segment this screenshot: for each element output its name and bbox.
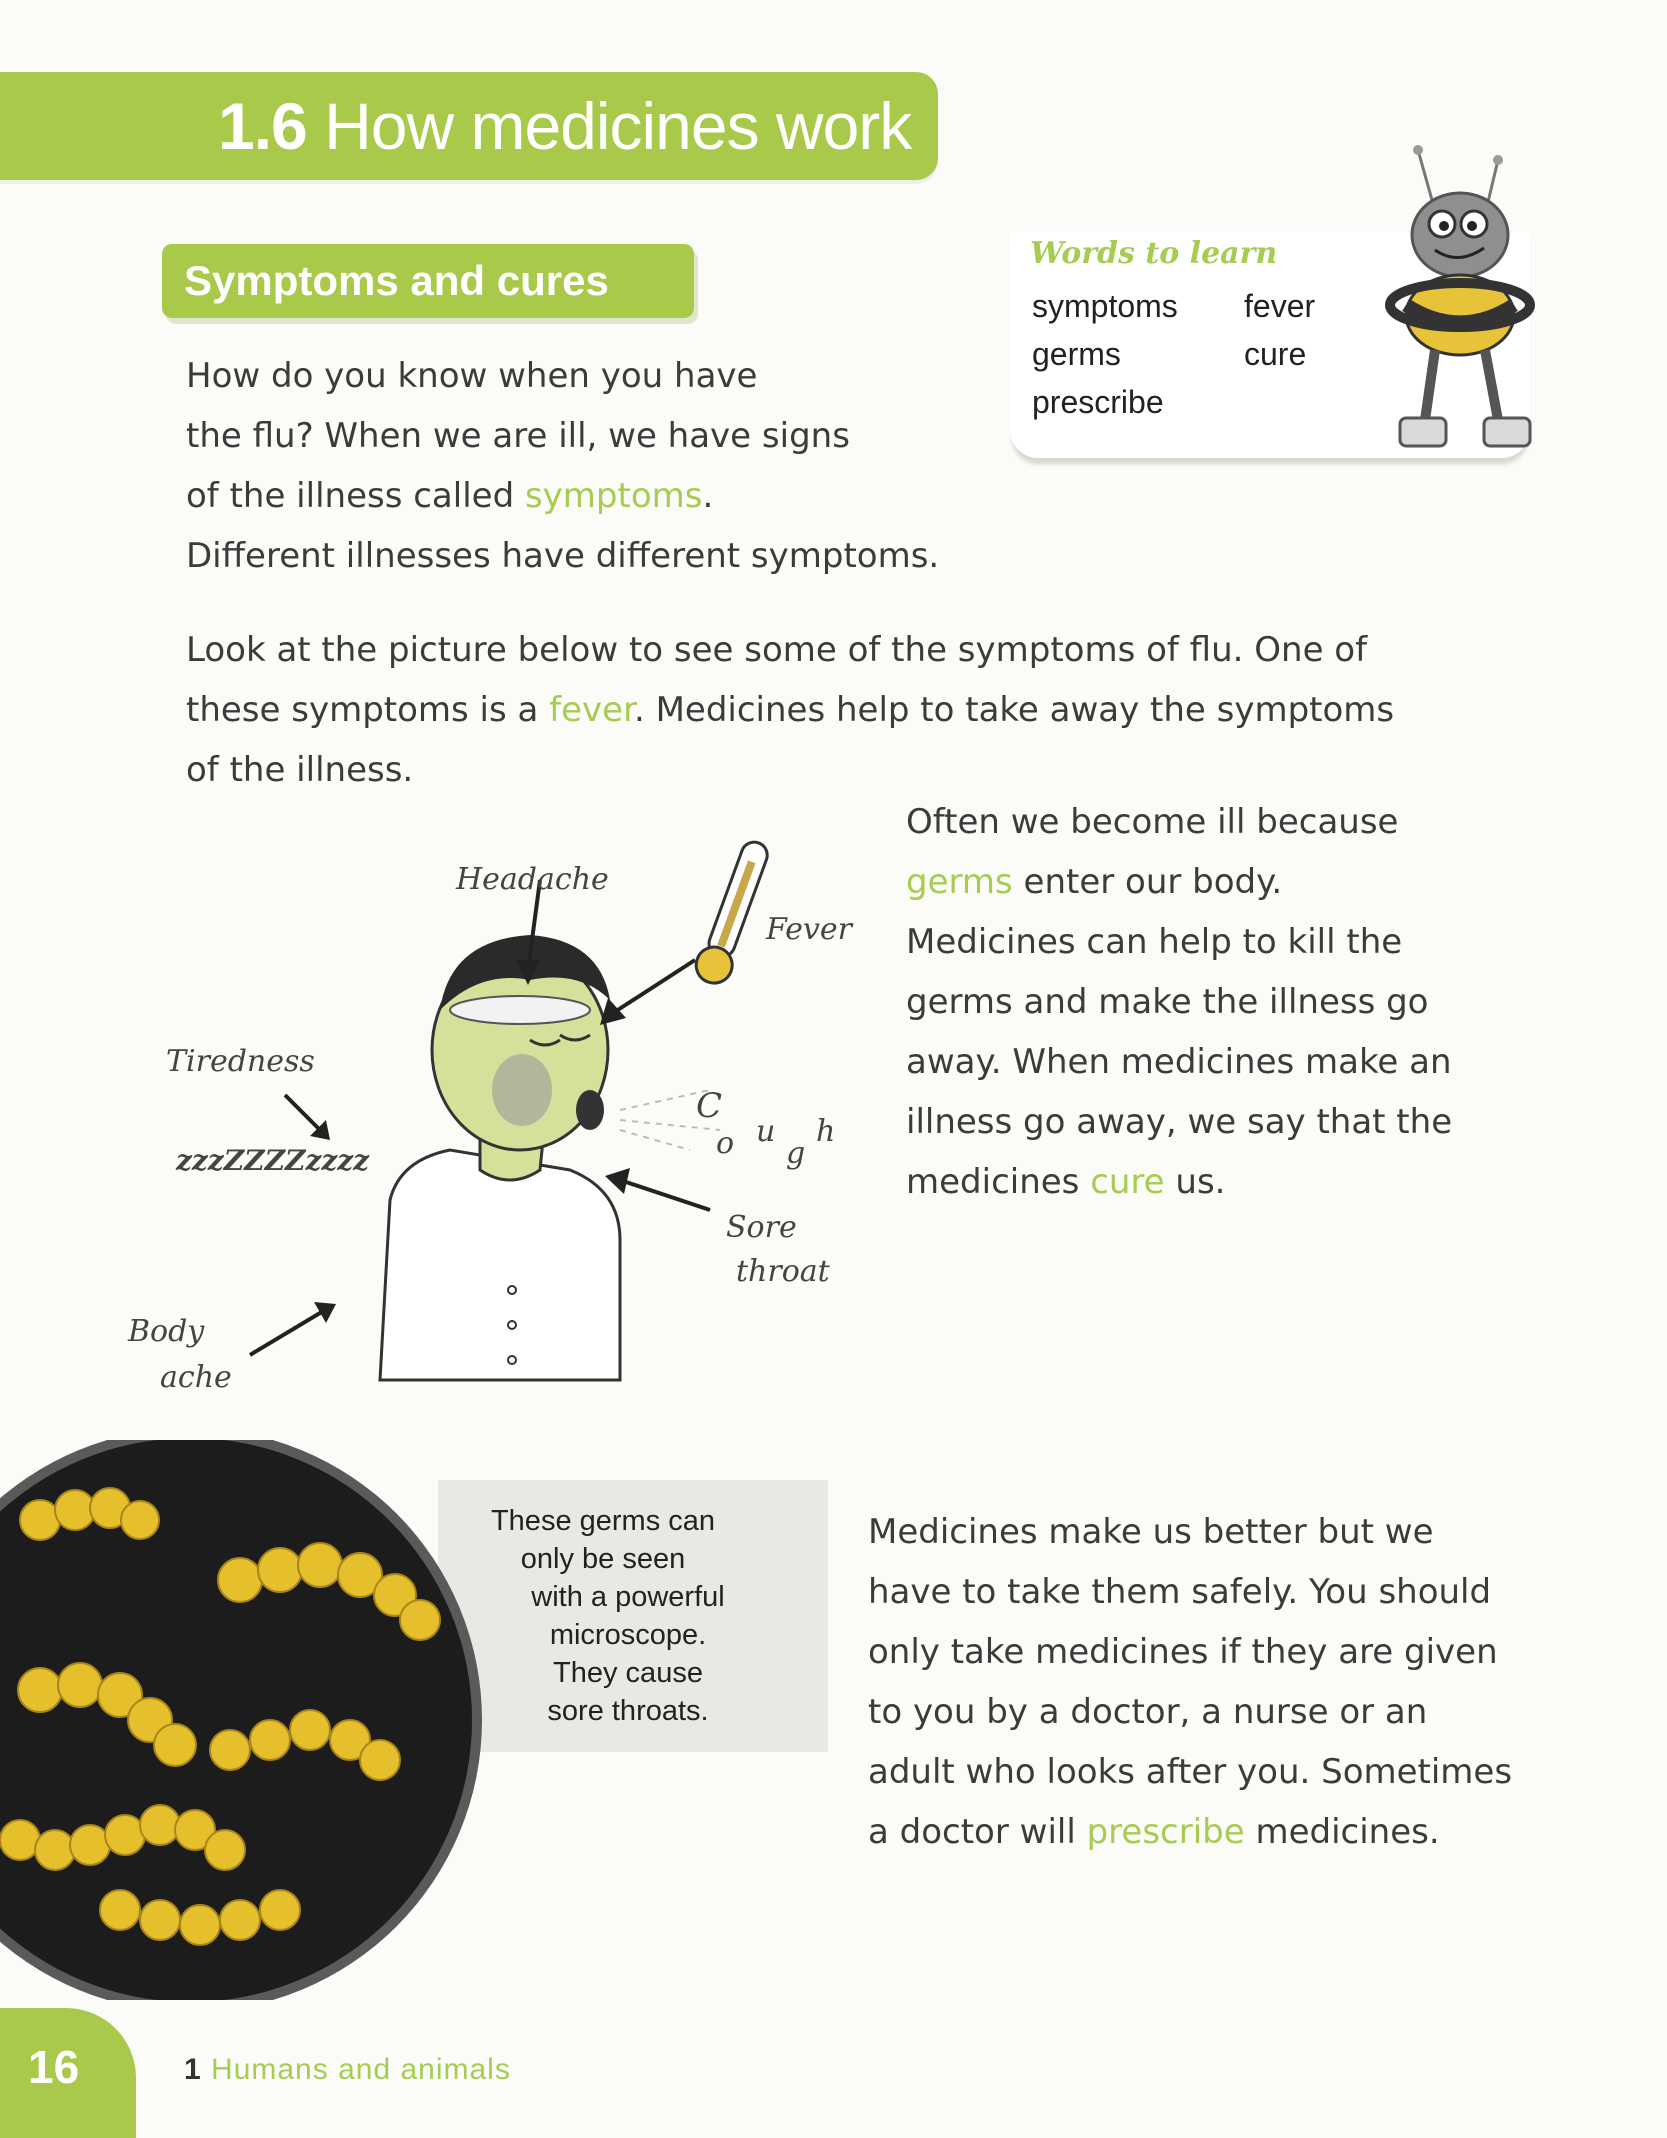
- caption-line: only be seen: [520, 1543, 686, 1575]
- safety-line: a doctor will prescribe medicines.: [868, 1812, 1440, 1852]
- robot-mascot-icon: [1380, 140, 1560, 480]
- title-banner: [0, 72, 938, 180]
- word-item: germs: [1032, 336, 1121, 372]
- look-line: Look at the picture below to see some of the symptoms of flu. One of: [186, 630, 1368, 670]
- keyword-cure: cure: [1090, 1162, 1165, 1202]
- label-ache: ache: [160, 1360, 232, 1395]
- intro-line: of the illness called symptoms.: [186, 476, 714, 516]
- look-line: of the illness.: [186, 750, 414, 790]
- look-paragraph: [186, 620, 1394, 800]
- caption-line: They cause: [553, 1657, 703, 1689]
- word-item: fever: [1244, 288, 1316, 324]
- look-line: these symptoms is a fever. Medicines help to take away the symptoms: [186, 690, 1395, 730]
- chapter-number: 1: [184, 2053, 202, 2086]
- germs-line: medicines cure us.: [906, 1162, 1226, 1202]
- safety-paragraph: [868, 1502, 1512, 1862]
- label-tiredness: Tiredness: [166, 1044, 315, 1079]
- label-cough-u: u: [756, 1114, 776, 1149]
- word-item: prescribe: [1032, 384, 1164, 420]
- label-cough-g: g: [786, 1136, 806, 1171]
- safety-line: to you by a doctor, a nurse or an: [868, 1692, 1428, 1732]
- keyword-symptoms: symptoms: [524, 476, 703, 516]
- germs-paragraph: [906, 792, 1452, 1212]
- intro-paragraph: [186, 346, 939, 586]
- keyword-germs: germs: [906, 862, 1013, 902]
- intro-line: Different illnesses have different symptoms.: [186, 536, 940, 576]
- label-cough-o: o: [716, 1126, 735, 1161]
- word-item: symptoms: [1032, 288, 1178, 324]
- label-cough-h: h: [816, 1114, 836, 1149]
- safety-line: Medicines make us better but we: [868, 1512, 1434, 1552]
- germs-line: Medicines can help to kill the: [906, 922, 1403, 962]
- page-number: 16: [28, 2041, 80, 2093]
- caption-line: with a powerful: [531, 1581, 725, 1613]
- safety-line: have to take them safely. You should: [868, 1572, 1492, 1612]
- caption-line: These germs can: [490, 1505, 716, 1537]
- words-to-learn-heading: Words to learn: [1030, 236, 1278, 271]
- word-item: cure: [1244, 336, 1307, 372]
- footer-chapter-label: [184, 2053, 511, 2087]
- safety-line: only take medicines if they are given: [868, 1632, 1498, 1672]
- lesson-number: 1.6: [218, 89, 307, 163]
- germs-line: illness go away, we say that the: [906, 1102, 1453, 1142]
- intro-line: the flu? When we are ill, we have signs: [186, 416, 850, 456]
- page-number-tab: [0, 2008, 136, 2138]
- caption-line: microscope.: [549, 1619, 707, 1651]
- label-cough-c: C: [696, 1086, 723, 1126]
- germs-microscope-image: [0, 1440, 500, 2000]
- label-sore: Sore: [726, 1210, 797, 1245]
- germ-caption: [438, 1502, 738, 1730]
- germs-line: away. When medicines make an: [906, 1042, 1452, 1082]
- label-throat: throat: [736, 1254, 830, 1289]
- flu-symptoms-illustration: [150, 820, 870, 1400]
- intro-line: How do you know when you have: [186, 356, 758, 396]
- germs-line: germs and make the illness go: [906, 982, 1429, 1022]
- keyword-fever: fever: [549, 690, 634, 730]
- chapter-title: Humans and animals: [211, 2053, 511, 2086]
- label-body: Body: [128, 1314, 205, 1349]
- page-title: [218, 84, 911, 168]
- label-headache: Headache: [456, 862, 609, 897]
- germs-line: Often we become ill because: [906, 802, 1399, 842]
- label-fever: Fever: [766, 912, 852, 947]
- safety-line: adult who looks after you. Sometimes: [868, 1752, 1513, 1792]
- label-zzz: zzzZZZZzzzz: [176, 1144, 370, 1177]
- section-header: Symptoms and cures: [162, 244, 694, 318]
- lesson-title: How medicines work: [324, 89, 912, 163]
- caption-line: sore throats.: [547, 1695, 709, 1727]
- germs-line: germs enter our body.: [906, 862, 1283, 902]
- keyword-prescribe: prescribe: [1086, 1812, 1245, 1852]
